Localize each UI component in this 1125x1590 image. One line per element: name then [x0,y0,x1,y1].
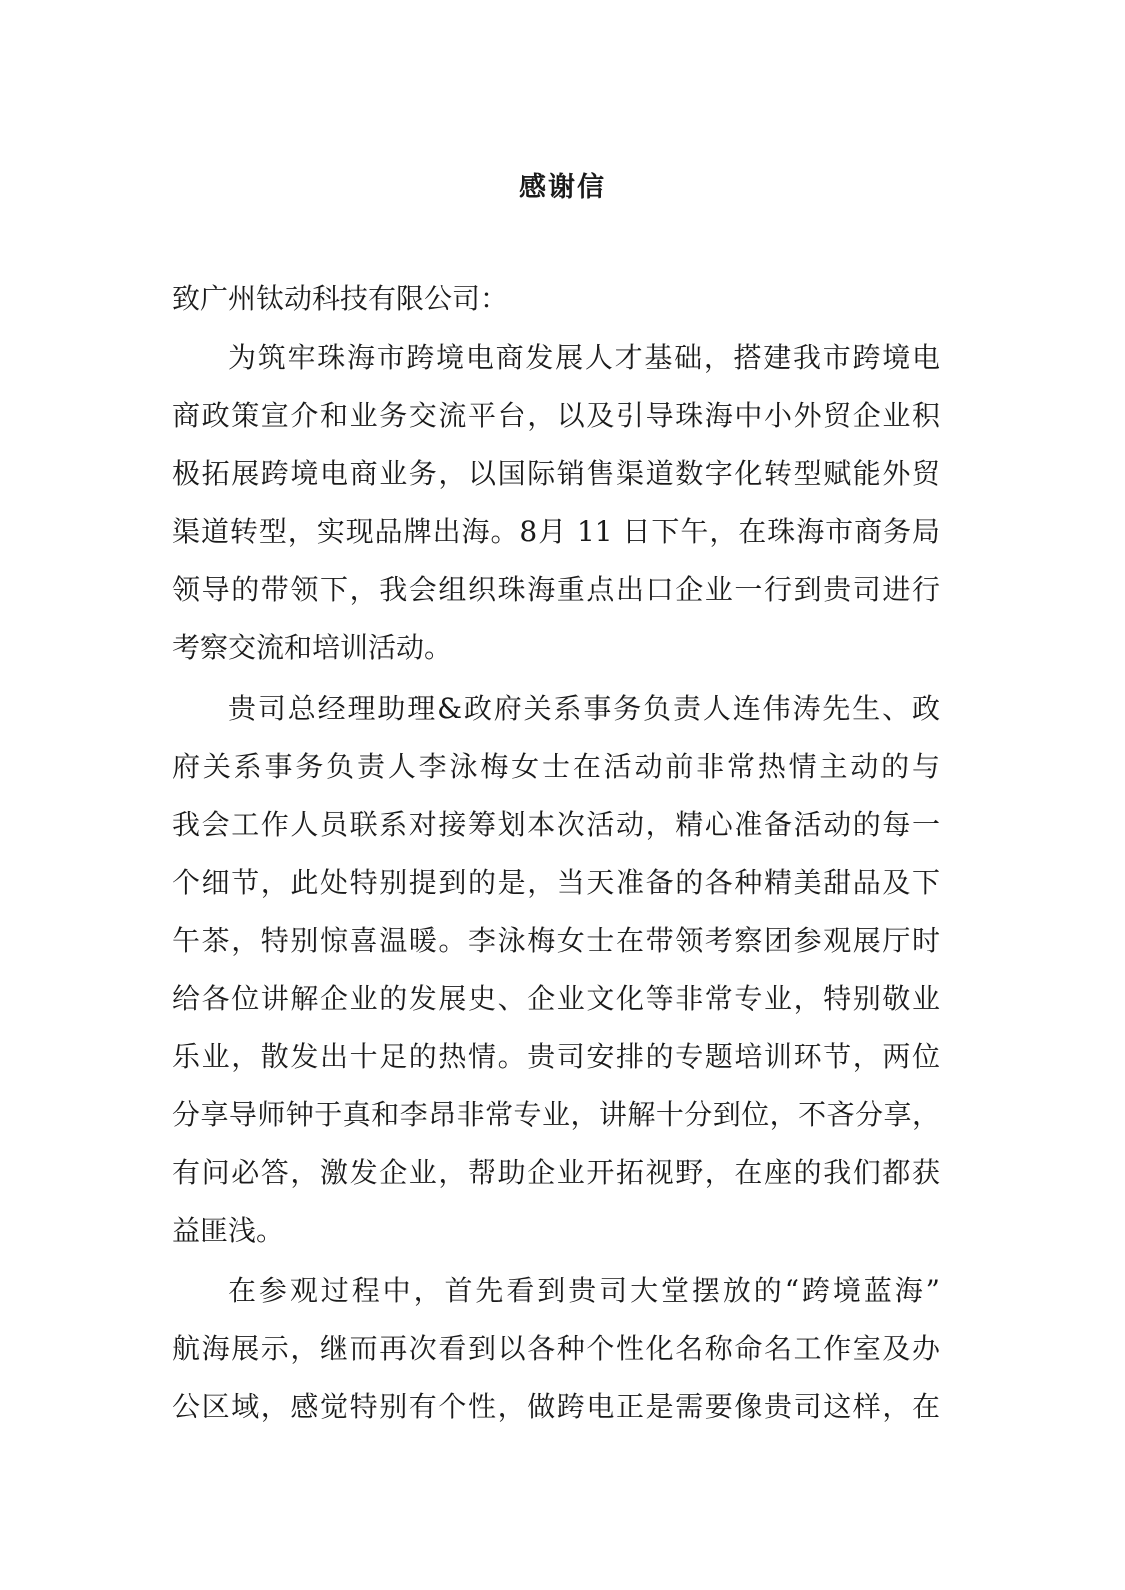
salutation: 致广州钛动科技有限公司： [172,282,509,315]
paragraph-1-line-2: 商政策宣介和业务交流平台，以及引导珠海中小外贸企业积 [172,399,940,432]
paragraph-2-line-4: 个细节，此处特别提到的是，当天准备的各种精美甜品及下 [172,866,940,899]
paragraph-2-line-2: 府关系事务负责人李泳梅女士在活动前非常热情主动的与 [172,750,940,783]
paragraph-3-line-2: 航海展示，继而再次看到以各种个性化名称命名工作室及办 [172,1332,940,1365]
paragraph-3-line-1: 在参观过程中，首先看到贵司大堂摆放的“跨境蓝海” [228,1274,940,1307]
paragraph-2-line-10: 益匪浅。 [172,1214,285,1247]
paragraph-1-line-5: 领导的带领下，我会组织珠海重点出口企业一行到贵司进行 [172,573,940,606]
paragraph-3-line-3: 公区域，感觉特别有个性，做跨电正是需要像贵司这样，在 [172,1390,940,1423]
paragraph-2-line-9: 有问必答，激发企业，帮助企业开拓视野，在座的我们都获 [172,1156,940,1189]
paragraph-2-line-6: 给各位讲解企业的发展史、企业文化等非常专业，特别敬业 [172,982,940,1015]
paragraph-2-line-8: 分享导师钟于真和李昂非常专业，讲解十分到位，不吝分享， [172,1098,940,1131]
paragraph-1-line-3: 极拓展跨境电商业务，以国际销售渠道数字化转型赋能外贸 [172,457,940,490]
paragraph-2-line-1: 贵司总经理助理&政府关系事务负责人连伟涛先生、政 [228,692,940,725]
paragraph-1-line-6: 考察交流和培训活动。 [172,631,453,664]
letter-title: 感谢信 [519,172,606,203]
paragraph-1-line-1: 为筑牢珠海市跨境电商发展人才基础，搭建我市跨境电 [228,341,940,374]
paragraph-1-line-4: 渠道转型，实现品牌出海。8月 11 日下午，在珠海市商务局 [172,515,940,548]
paragraph-2-line-7: 乐业，散发出十足的热情。贵司安排的专题培训环节，两位 [172,1040,940,1073]
paragraph-2-line-3: 我会工作人员联系对接筹划本次活动，精心准备活动的每一 [172,808,940,841]
paragraph-2-line-5: 午茶，特别惊喜温暖。李泳梅女士在带领考察团参观展厅时 [172,924,940,957]
